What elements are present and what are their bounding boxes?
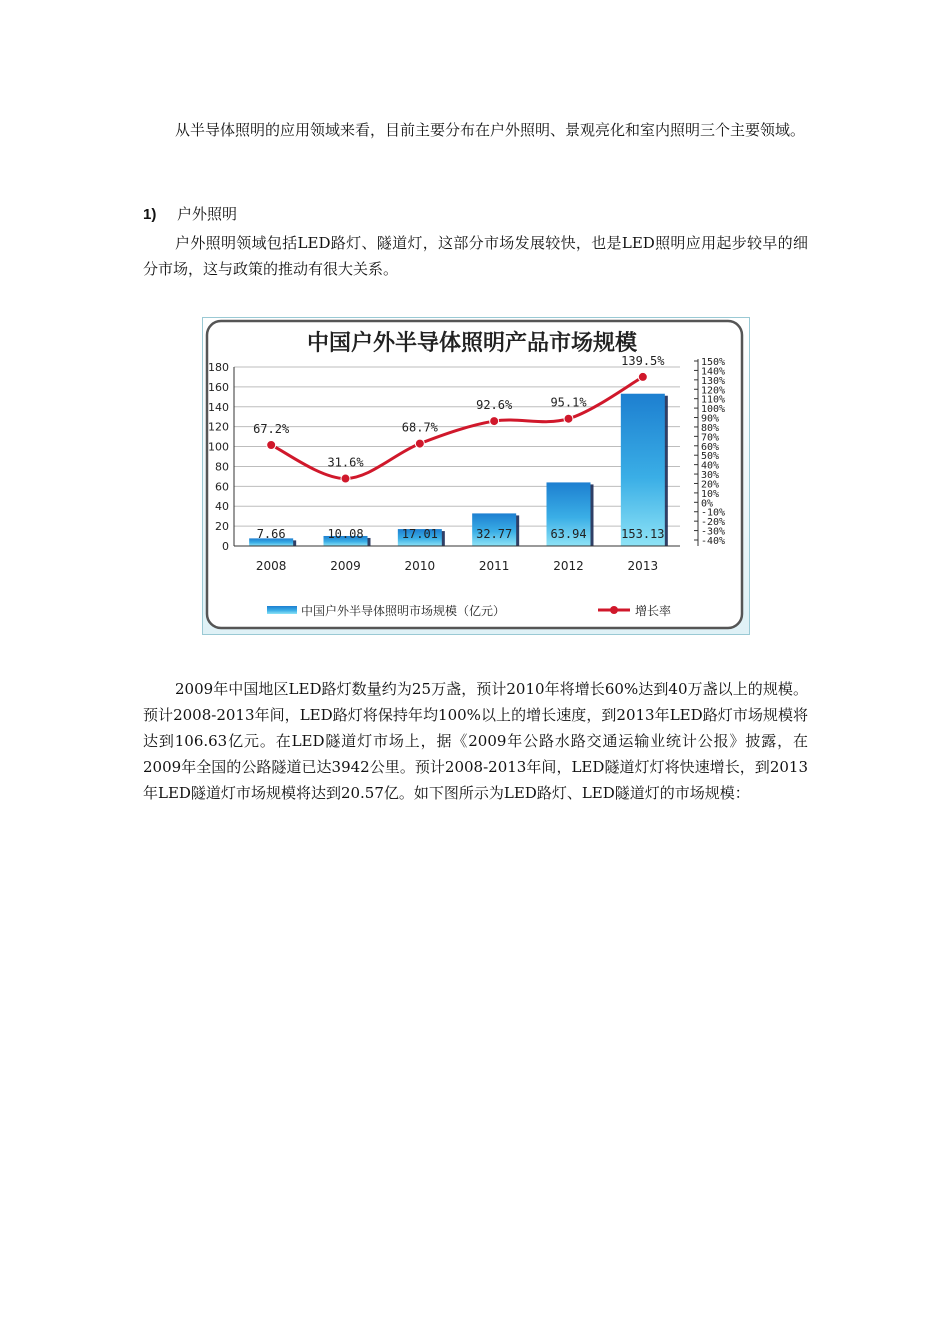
x-tick-label: 2013 [627, 559, 659, 573]
y-tick-label: 160 [208, 380, 229, 394]
y2-tick-label: 80% [701, 422, 720, 434]
x-tick-label: 2008 [255, 559, 287, 573]
growth-point [638, 372, 647, 381]
section-heading [143, 201, 237, 228]
chart-svg [202, 317, 750, 635]
y-tick-label: 120 [208, 420, 229, 434]
legend-line-marker [610, 606, 618, 614]
y-tick-label: 100 [208, 440, 229, 454]
growth-point [341, 474, 350, 483]
growth-value-label: 95.1% [550, 395, 587, 410]
legend-line-label: 增长率 [635, 604, 672, 618]
legend-bar-swatch [267, 606, 297, 614]
growth-point [267, 441, 276, 450]
y-tick-label: 20 [215, 520, 229, 534]
y2-tick-label: 50% [701, 451, 720, 463]
x-tick-label: 2009 [330, 559, 361, 573]
y-tick-label: 180 [208, 361, 229, 374]
chart-title: 中国户外半导体照明产品市场规模 [306, 330, 638, 355]
bar-value-label: 32.77 [476, 527, 513, 541]
y-tick-label: 140 [208, 400, 229, 414]
growth-point [415, 439, 424, 448]
y2-tick-label: 150% [701, 357, 726, 368]
y2-tick-label: 40% [701, 460, 720, 472]
y2-tick-label: -20% [701, 517, 726, 529]
y2-tick-label: 0% [701, 498, 714, 510]
y2-tick-label: 90% [701, 413, 720, 425]
paragraph-intro: 从半导体照明的应用领域来看，目前主要分布在户外照明、景观亮化和室内照明三个主要领域。 [175, 121, 806, 139]
section-number: 1) [143, 206, 157, 223]
y2-tick-label: -30% [701, 526, 726, 538]
y-tick-label: 80 [215, 460, 229, 474]
paragraph-outdoor: 户外照明领域包括LED路灯、隧道灯，这部分市场发展较快，也是LED照明应用起步较早的细分市场，这与政策的推动有很大关系。 [143, 234, 808, 278]
y-tick-label: 60 [215, 480, 229, 494]
growth-point [490, 417, 499, 426]
legend-bar-label: 中国户外半导体照明市场规模（亿元） [301, 604, 506, 618]
y2-tick-label: 10% [701, 488, 720, 500]
bar [621, 394, 665, 546]
y2-tick-label: 70% [701, 432, 720, 444]
y2-tick-label: 140% [701, 366, 726, 378]
y2-tick-label: -40% [701, 536, 726, 547]
y2-tick-label: 60% [701, 441, 720, 453]
growth-value-label: 92.6% [476, 398, 513, 413]
y-tick-label: 0 [222, 540, 229, 553]
growth-point [564, 414, 573, 423]
x-tick-label: 2010 [404, 559, 436, 573]
bar-value-label: 7.66 [256, 527, 286, 541]
bar-value-label: 153.13 [621, 527, 665, 541]
paragraph-led-street: 2009年中国地区LED路灯数量约为25万盏，预计2010年将增长60%达到40万盏以上的规模。预计2008-2013年间，LED路灯将保持年均100%以上的增长速度，到2013年LED路灯市场规模将达到106.63亿元。在LED隧道灯市场上，据《2009年公路水路交通运输业统计公报》披露，在2009年全国的公路隧道已达3942公里。预计2008-2013年间，LED隧道灯灯将快速增长，到2013年LED隧道灯市场规模将达到20.57亿。如下图所示为LED路灯、LED隧道灯的市场规模： [143, 680, 808, 802]
bar-value-label: 17.01 [401, 527, 438, 541]
y2-tick-label: -10% [701, 507, 726, 519]
growth-value-label: 31.6% [327, 455, 364, 470]
y2-tick-label: 30% [701, 470, 720, 482]
y2-tick-label: 120% [701, 385, 726, 397]
y2-tick-label: 130% [701, 375, 726, 387]
x-tick-label: 2011 [478, 559, 510, 573]
bar-value-label: 10.08 [327, 527, 364, 541]
section-title: 户外照明 [177, 205, 238, 223]
growth-value-label: 67.2% [253, 422, 290, 437]
market-chart [202, 317, 750, 635]
y2-tick-label: 20% [701, 479, 720, 491]
x-tick-label: 2012 [553, 559, 584, 573]
growth-value-label: 68.7% [401, 420, 438, 435]
growth-value-label: 139.5% [621, 353, 665, 368]
y2-tick-label: 110% [701, 394, 726, 406]
y2-tick-label: 100% [701, 404, 726, 416]
bar-value-label: 63.94 [550, 527, 587, 541]
y-tick-label: 40 [215, 500, 229, 514]
